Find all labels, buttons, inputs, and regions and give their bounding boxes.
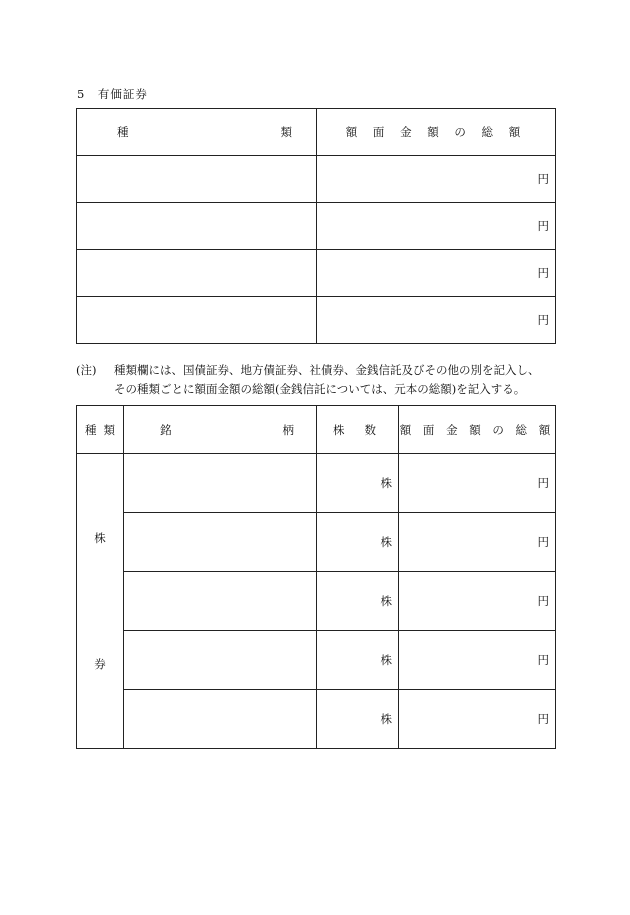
shares-unit: 株: [380, 653, 392, 667]
shares-cell[interactable]: [317, 572, 399, 631]
table-row: [77, 513, 556, 572]
table-header-row: [77, 109, 556, 156]
yen-cell[interactable]: [399, 690, 556, 749]
yen-cell[interactable]: [399, 513, 556, 572]
total-face-value-header: 額 面 金 額 の 総 額: [317, 109, 556, 156]
section-heading: 5 有価証券: [77, 87, 148, 101]
type-cell[interactable]: [77, 297, 317, 344]
type-cell[interactable]: [77, 203, 317, 250]
shares-unit: 株: [380, 594, 392, 608]
table-row: [77, 454, 556, 513]
brand-cell[interactable]: [124, 631, 317, 690]
stock-category-char-1: 株: [94, 531, 106, 545]
shares-header-right: 数: [364, 422, 376, 437]
shares-cell[interactable]: [317, 690, 399, 749]
table-row: [77, 203, 556, 250]
stock-category-cell: [77, 454, 124, 749]
yen-cell[interactable]: [399, 631, 556, 690]
type-header: [77, 406, 124, 454]
table-row: [77, 631, 556, 690]
type-header: [77, 109, 317, 156]
table-row: [77, 156, 556, 203]
table-row: [77, 572, 556, 631]
yen-unit: 円: [537, 476, 549, 490]
note: [76, 361, 576, 399]
brand-cell[interactable]: [124, 572, 317, 631]
yen-cell[interactable]: [317, 203, 556, 250]
yen-cell[interactable]: [399, 572, 556, 631]
shares-cell[interactable]: [317, 631, 399, 690]
yen-unit: 円: [537, 219, 549, 233]
yen-unit: 円: [537, 313, 549, 327]
shares-cell[interactable]: [317, 454, 399, 513]
note-label: (注): [76, 363, 97, 377]
yen-cell[interactable]: [317, 297, 556, 344]
yen-unit: 円: [537, 594, 549, 608]
table-header-row: [77, 406, 556, 454]
yen-unit: 円: [537, 712, 549, 726]
stocks-table: [76, 405, 556, 749]
yen-cell[interactable]: [317, 156, 556, 203]
brand-cell[interactable]: [124, 513, 317, 572]
yen-unit: 円: [537, 535, 549, 549]
yen-unit: 円: [537, 172, 549, 186]
brand-cell[interactable]: [124, 690, 317, 749]
table-row: [77, 297, 556, 344]
brand-cell[interactable]: [124, 454, 317, 513]
securities-table: [76, 108, 556, 344]
yen-cell[interactable]: [399, 454, 556, 513]
type-header-left: 種: [117, 125, 129, 139]
shares-unit: 株: [380, 535, 392, 549]
shares-unit: 株: [380, 476, 392, 490]
table-row: [77, 250, 556, 297]
yen-unit: 円: [537, 266, 549, 280]
yen-cell[interactable]: [317, 250, 556, 297]
type-header-right: 類: [280, 125, 292, 139]
note-line-1: 種類欄には、国債証券、地方債証券、社債券、金銭信託及びその他の別を記入し、: [114, 363, 540, 377]
type-cell[interactable]: [77, 250, 317, 297]
shares-header: [317, 406, 399, 454]
brand-header-left: 銘: [160, 422, 172, 437]
shares-cell[interactable]: [317, 513, 399, 572]
stock-category-char-2: 券: [94, 657, 106, 671]
yen-unit: 円: [537, 653, 549, 667]
brand-header-right: 柄: [282, 422, 294, 437]
total-face-value-header: 額 面 金 額 の 総 額: [399, 406, 556, 454]
shares-unit: 株: [380, 712, 392, 726]
note-line-2: その種類ごとに額面金額の総額(金銭信託については、元本の総額)を記入する。: [114, 382, 526, 396]
table-row: [77, 690, 556, 749]
shares-header-left: 株: [333, 422, 345, 437]
type-header-left: 種: [85, 422, 97, 437]
type-cell[interactable]: [77, 156, 317, 203]
type-header-right: 類: [103, 422, 115, 437]
brand-header: [124, 406, 317, 454]
